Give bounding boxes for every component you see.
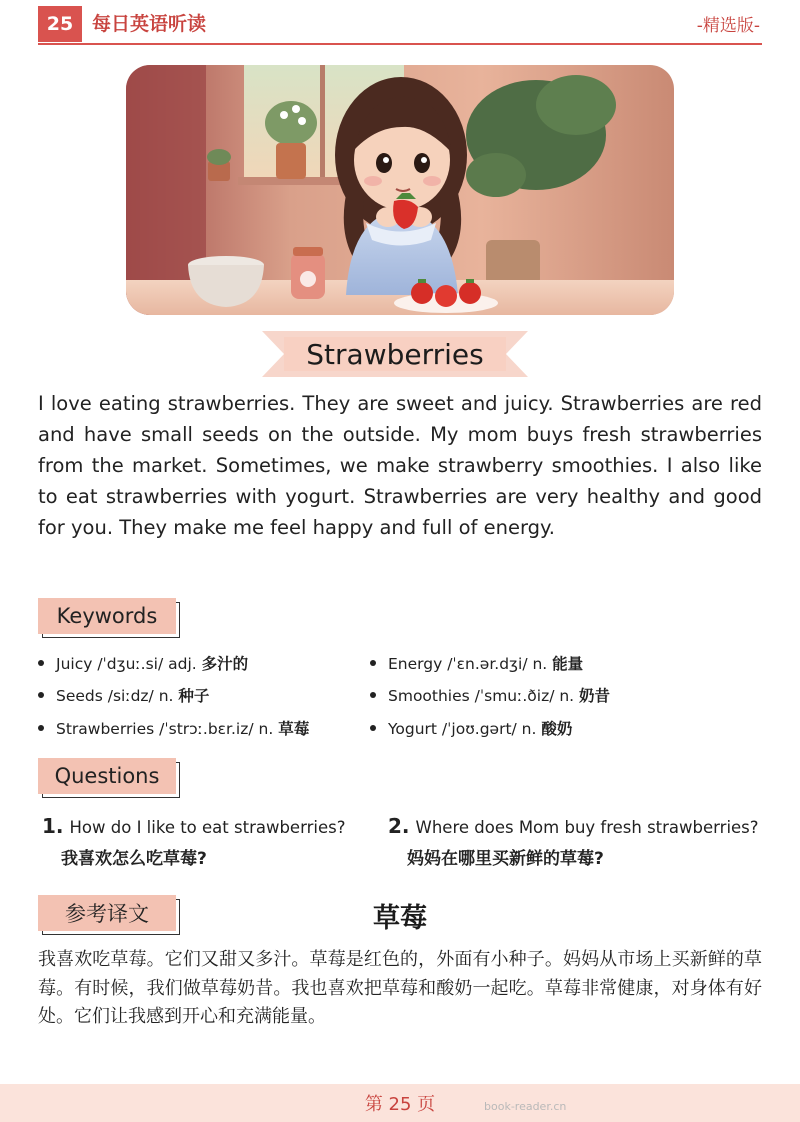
- question-item: 2. Where does Mom buy fresh strawberries? 妈妈在哪里买新鲜的草莓?: [388, 814, 759, 869]
- keyword-item: Seeds /siːdz/ n. 种子: [38, 684, 209, 706]
- keyword-item: Smoothies /ˈsmuː.ðiz/ n. 奶昔: [370, 684, 610, 706]
- translation-heading-tag: [38, 895, 176, 931]
- story-paragraph: I love eating strawberries. They are sweet and juicy. Strawberries are red and have small seeds on the outside. My mom buys fresh strawberries from the market. Sometimes, we make strawberry smoothies. I also like to eat strawberries with yogurt. Strawberries are very healthy and good for you. They make me feel happy and full of energy.: [38, 392, 762, 539]
- bullet-icon: [370, 725, 376, 731]
- translation-heading: 参考译文: [38, 895, 176, 931]
- keyword-item: Energy /ˈɛn.ər.dʒi/ n. 能量: [370, 652, 583, 674]
- keyword-item: Juicy /ˈdʒuː.si/ adj. 多汁的: [38, 652, 248, 674]
- page-number-badge: 25: [38, 6, 82, 42]
- watermark: book-reader.cn: [484, 1100, 567, 1113]
- girl-eating-strawberry-illustration: [126, 65, 674, 315]
- bullet-icon: [38, 725, 44, 731]
- keywords-heading-tag: [38, 598, 176, 634]
- bullet-icon: [38, 660, 44, 666]
- questions-heading-tag: [38, 758, 176, 794]
- bullet-icon: [370, 692, 376, 698]
- translation-title: 草莓: [373, 903, 427, 934]
- keyword-item: Strawberries /ˈstrɔː.bɛr.iz/ n. 草莓: [38, 717, 309, 739]
- questions-heading: Questions: [38, 758, 176, 794]
- series-title: 每日英语听读: [92, 13, 207, 35]
- question-item: 1. How do I like to eat strawberries? 我喜欢怎么吃草莓?: [42, 814, 346, 869]
- edition-label: -精选版-: [696, 16, 760, 36]
- bullet-icon: [38, 692, 44, 698]
- translation-paragraph: 我喜欢吃草莓。它们又甜又多汁。草莓是红色的，外面有小种子。妈妈从市场上买新鲜的草莓。有时候，我们做草莓奶昔。我也喜欢把草莓和酸奶一起吃。草莓非常健康，对身体有好处。它们让我感到开心和充满能量。: [38, 949, 762, 1027]
- story-title: Strawberries: [306, 337, 484, 371]
- keywords-heading: Keywords: [38, 598, 176, 634]
- bullet-icon: [370, 660, 376, 666]
- keyword-item: Yogurt /ˈjoʊ.gərt/ n. 酸奶: [370, 717, 572, 739]
- footer-page-number: 第 25 页: [364, 1094, 436, 1115]
- header-divider: [38, 43, 762, 45]
